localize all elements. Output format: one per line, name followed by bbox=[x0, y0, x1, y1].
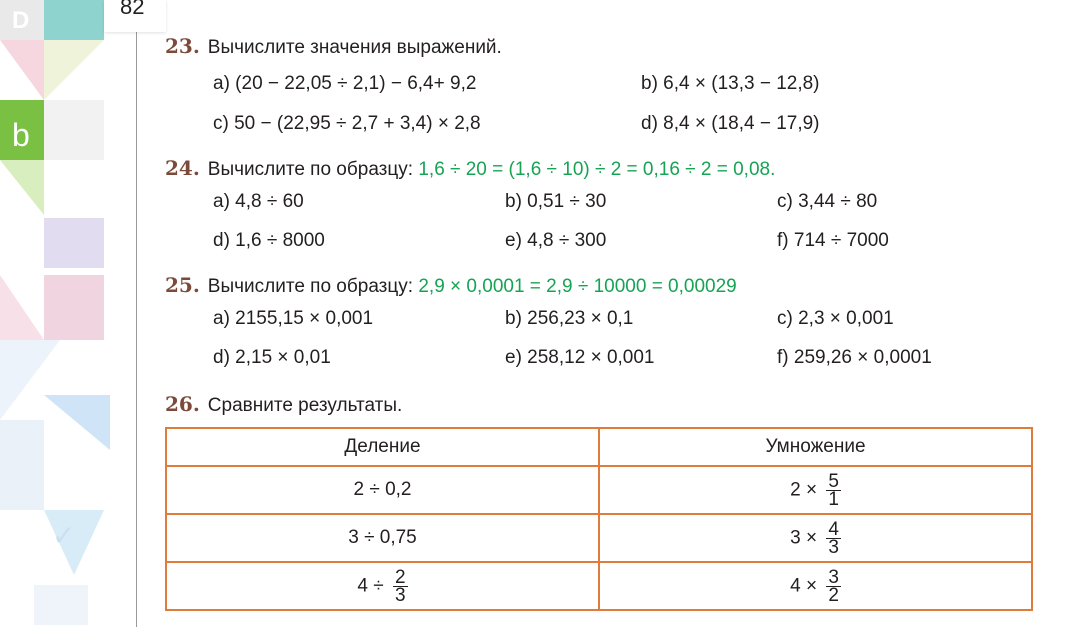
exercise-sample: 1,6 ÷ 20 = (1,6 ÷ 10) ÷ 2 = 0,16 ÷ 2 = 0,08. bbox=[418, 159, 776, 180]
exercise-number: 24. bbox=[165, 156, 200, 180]
page-number: 82 bbox=[120, 0, 145, 19]
exercise-23-item-a: a) (20 − 22,05 ÷ 2,1) − 6,4+ 9,2 bbox=[213, 73, 477, 94]
decorative-margin bbox=[0, 0, 136, 627]
fraction bbox=[826, 518, 841, 558]
division-cell bbox=[166, 562, 599, 610]
exercise-25-item-f: f) 259,26 × 0,0001 bbox=[777, 347, 932, 368]
fraction-numerator: 4 bbox=[828, 518, 839, 540]
table-row bbox=[166, 466, 1032, 514]
fraction-numerator: 2 bbox=[394, 566, 406, 588]
exercise-sample: 2,9 × 0,0001 = 2,9 ÷ 10000 = 0,00029 bbox=[418, 276, 737, 297]
table-row bbox=[166, 562, 1032, 610]
exercise-23-item-d: d) 8,4 × (18,4 − 17,9) bbox=[641, 113, 820, 134]
exercise-instruction: Вычислите по образцу: bbox=[207, 276, 414, 297]
exercise-instruction: Вычислите значения выражений. bbox=[207, 37, 502, 58]
column-header-division: Деление bbox=[166, 428, 599, 466]
fraction-denominator: 1 bbox=[828, 488, 839, 510]
svg-text:D: D bbox=[12, 7, 30, 34]
exercise-25-item-a: a) 2155,15 × 0,001 bbox=[213, 308, 374, 329]
exercise-24-item-d: d) 1,6 ÷ 8000 bbox=[213, 230, 325, 251]
exercise-24-item-e: e) 4,8 ÷ 300 bbox=[505, 230, 607, 251]
exercise-24-item-a: a) 4,8 ÷ 60 bbox=[213, 191, 304, 212]
fraction-denominator: 2 bbox=[828, 584, 839, 606]
fraction-numerator: 3 bbox=[828, 566, 839, 588]
exercise-25-item-b: b) 256,23 × 0,1 bbox=[505, 308, 634, 329]
exercise-24-item-f: f) 714 ÷ 7000 bbox=[777, 230, 889, 251]
multiplication-cell bbox=[599, 514, 1032, 562]
exercise-24-item-b: b) 0,51 ÷ 30 bbox=[505, 191, 607, 212]
comparison-table bbox=[165, 427, 1033, 611]
column-header-multiplication: Умножение bbox=[599, 428, 1032, 466]
exercise-number: 23. bbox=[165, 34, 200, 58]
table-header-row bbox=[166, 428, 1032, 466]
exercise-25-heading bbox=[165, 273, 737, 298]
division-cell: 2 ÷ 0,2 bbox=[166, 466, 599, 514]
multiplication-cell bbox=[599, 466, 1032, 514]
division-cell: 3 ÷ 0,75 bbox=[166, 514, 599, 562]
multiplication-prefix: 3 × bbox=[790, 527, 818, 549]
multiplication-cell bbox=[599, 562, 1032, 610]
svg-text:b: b bbox=[12, 117, 30, 153]
margin-pattern bbox=[0, 0, 136, 627]
exercise-number: 26. bbox=[165, 392, 200, 416]
fraction-denominator: 3 bbox=[394, 584, 406, 606]
fraction bbox=[826, 470, 841, 510]
fraction-denominator: 3 bbox=[828, 536, 839, 558]
exercise-number: 25. bbox=[165, 273, 200, 297]
exercise-25-item-c: c) 2,3 × 0,001 bbox=[777, 308, 894, 329]
exercise-instruction: Сравните результаты. bbox=[207, 395, 403, 416]
multiplication-prefix: 2 × bbox=[790, 479, 818, 501]
fraction bbox=[826, 566, 841, 606]
division-prefix: 4 ÷ bbox=[357, 575, 384, 597]
margin-divider bbox=[136, 0, 137, 627]
exercise-23-heading bbox=[165, 34, 502, 59]
exercise-24-item-c: c) 3,44 ÷ 80 bbox=[777, 191, 878, 212]
exercise-25-item-d: d) 2,15 × 0,01 bbox=[213, 347, 331, 368]
multiplication-prefix: 4 × bbox=[790, 575, 818, 597]
exercise-23-item-b: b) 6,4 × (13,3 − 12,8) bbox=[641, 73, 820, 94]
exercise-25-item-e: e) 258,12 × 0,001 bbox=[505, 347, 655, 368]
exercise-24-heading bbox=[165, 156, 775, 181]
table-row bbox=[166, 514, 1032, 562]
exercise-instruction: Вычислите по образцу: bbox=[207, 159, 414, 180]
exercise-23-item-c: c) 50 − (22,95 ÷ 2,7 + 3,4) × 2,8 bbox=[213, 113, 481, 134]
svg-text:✓: ✓ bbox=[52, 519, 76, 552]
fraction-numerator: 5 bbox=[828, 470, 839, 492]
exercise-26-heading bbox=[165, 392, 402, 417]
fraction bbox=[393, 566, 408, 606]
